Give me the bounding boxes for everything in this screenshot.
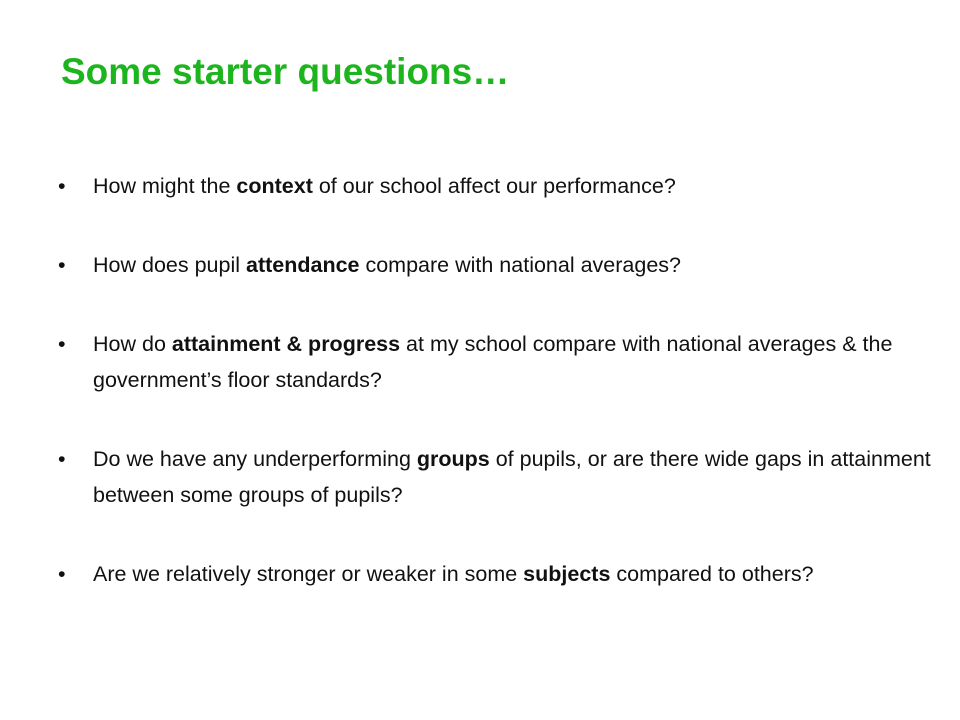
- bullet-item-attendance: [56, 247, 936, 283]
- bullet-text-start: How does pupil: [93, 253, 246, 277]
- bullet-list: [56, 168, 936, 635]
- bullet-item-attainment-progress: [56, 326, 936, 398]
- bullet-marker: •: [58, 447, 66, 471]
- bullet-text: [93, 447, 931, 507]
- slide-title: Some starter questions…: [61, 51, 510, 92]
- bullet-text: [93, 332, 892, 392]
- bullet-keyword: context: [236, 174, 313, 198]
- bullet-text-end: at my school compare with national averages & the government’s floor standards?: [93, 332, 893, 392]
- bullet-text-end: of pupils, or are there wide gaps in attainment between some groups of pupils?: [93, 447, 931, 507]
- bullet-marker: •: [58, 562, 66, 586]
- bullet-item-context: [56, 168, 936, 204]
- bullet-text: [93, 174, 676, 198]
- bullet-marker: •: [58, 174, 66, 198]
- bullet-text: [93, 562, 814, 586]
- bullet-text-start: Do we have any underperforming: [93, 447, 417, 471]
- bullet-marker: •: [58, 253, 66, 277]
- bullet-text-start: Are we relatively stronger or weaker in some: [93, 562, 524, 586]
- bullet-text-start: How might the: [93, 174, 237, 198]
- bullet-text-end: compared to others?: [610, 562, 814, 586]
- bullet-item-subjects: [56, 556, 936, 592]
- bullet-text-start: How do: [93, 332, 172, 356]
- bullet-keyword: subjects: [523, 562, 611, 586]
- bullet-text-end: of our school affect our performance?: [312, 174, 676, 198]
- bullet-text: [93, 253, 681, 277]
- bullet-keyword: attendance: [245, 253, 360, 277]
- bullet-keyword: groups: [416, 447, 490, 471]
- bullet-item-groups: [56, 441, 936, 513]
- bullet-marker: •: [58, 332, 66, 356]
- bullet-text-end: compare with national averages?: [359, 253, 681, 277]
- bullet-keyword: attainment & progress: [171, 332, 401, 356]
